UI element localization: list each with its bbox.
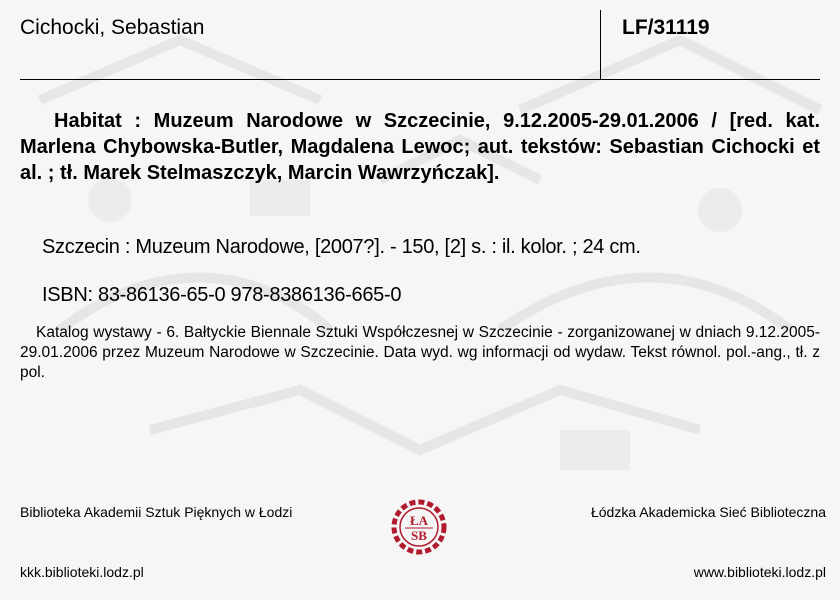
imprint: Szczecin : Muzeum Narodowe, [2007?]. - 150, [2] s. : il. kolor. ; 24 cm. (42, 236, 641, 258)
header-vertical-divider (600, 10, 601, 80)
logo-text-bottom: SB (411, 528, 427, 543)
isbn: ISBN: 83-86136-65-0 978-8386136-665-0 (42, 284, 402, 306)
logo-text-top: ŁA (409, 513, 429, 528)
notes: Katalog wystawy - 6. Bałtyckie Biennale Sztuki Współczesnej w Szczecinie - zorganizowanej w dniach 9.12.2005-29.01.2006 przez Muzeum Narodowe w Szczecinie. Data wyd. wg informacji od wydaw. Tekst równol. pol.-ang., tł. z pol. (20, 324, 820, 381)
author-heading: Cichocki, Sebastian (20, 16, 205, 39)
url-right: www.biblioteki.lodz.pl (693, 564, 826, 580)
url-left: kkk.biblioteki.lodz.pl (20, 564, 144, 580)
library-name-right: Łódzka Akademicka Sieć Biblioteczna (590, 504, 826, 520)
call-number: LF/31119 (622, 16, 710, 39)
header-divider (20, 79, 820, 80)
lasb-logo-icon (386, 498, 452, 556)
library-name-left: Biblioteka Akademii Sztuk Pięknych w Łodzi (20, 504, 293, 520)
title-statement: Habitat : Muzeum Narodowe w Szczecinie, 9.12.2005-29.01.2006 / [red. kat. Marlena Chybowska-Butler, Magdalena Lewoc; aut. tekstów: Sebastian Cichocki et al. ; tł. Marek Stelmaszczyk, Marcin Wawrzyńczak]. (20, 110, 820, 184)
